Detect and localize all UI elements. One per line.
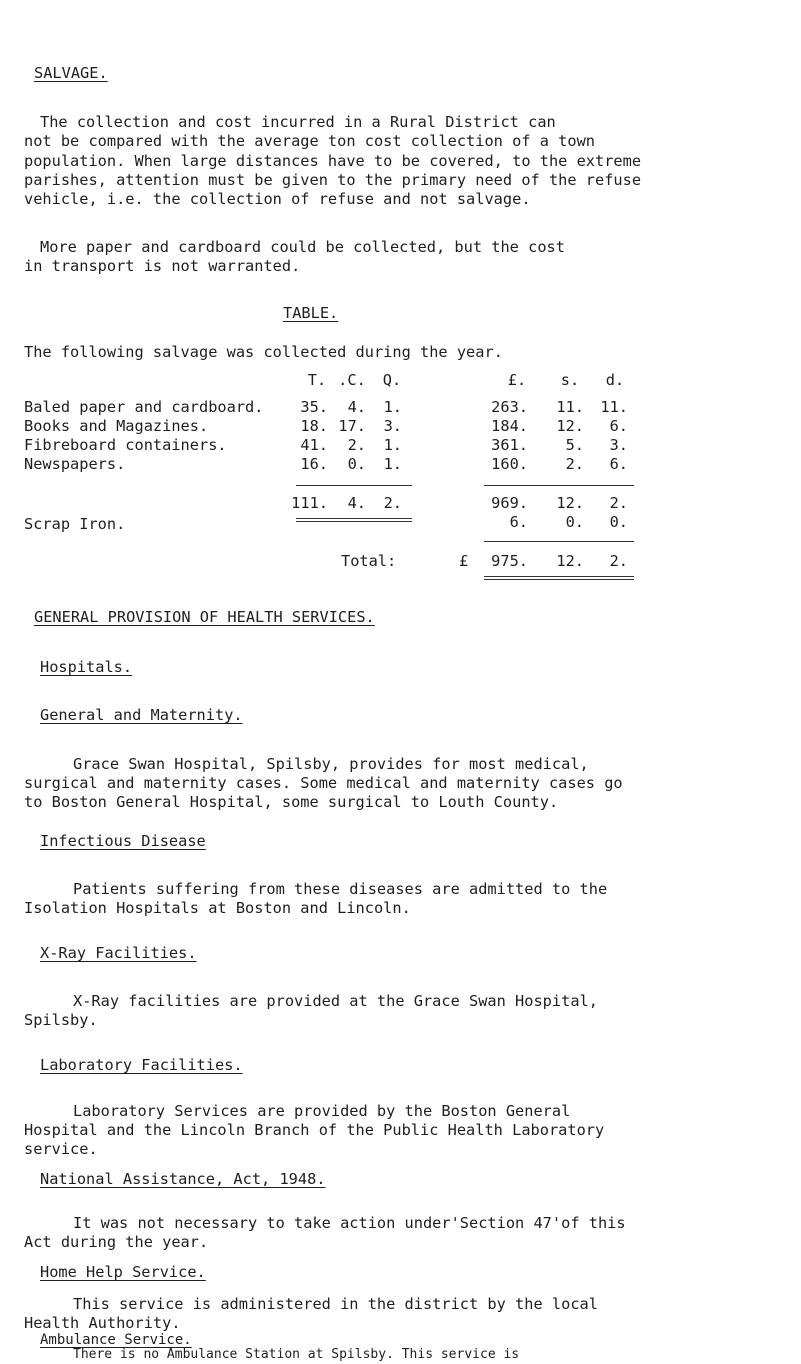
health-heading: GENERAL PROVISION OF HEALTH SERVICES.	[34, 608, 375, 626]
cell-shillings: 5.	[565, 436, 584, 454]
xray-para-line2: Spilsby.	[24, 1011, 98, 1029]
cell-cwt: 0.	[347, 455, 366, 473]
cell-pence: 3.	[609, 436, 628, 454]
salvage-para1-line1: The collection and cost incurred in a Rural District can	[40, 113, 556, 131]
amb-para-line1: There is no Ambulance Station at Spilsby. This service is	[73, 1347, 520, 1362]
lab-para-line3: service.	[24, 1140, 98, 1158]
hospitals-heading: Hospitals.	[40, 658, 133, 676]
cell-shillings: 12.	[556, 494, 584, 512]
weight-total-rule-1	[296, 518, 412, 519]
cell-tons: 41.	[300, 436, 328, 454]
cell-cwt: 4.	[347, 494, 366, 512]
table-intro: The following salvage was collected during the year.	[24, 343, 503, 361]
grand-total-rule-1	[484, 576, 634, 577]
nat-para-line2: Act during the year.	[24, 1233, 209, 1251]
cell-pence: 0.	[609, 513, 628, 531]
header-pence: d.	[605, 371, 625, 389]
cell-pence: 11.	[600, 398, 628, 416]
cell-shillings: 12.	[556, 417, 584, 435]
cell-cwt: 4.	[347, 398, 366, 416]
lab-para-line1: Laboratory Services are provided by the Boston General	[73, 1102, 571, 1120]
salvage-para1-line3: population. When large distances have to be covered, to the extreme	[24, 152, 642, 170]
row-label: Scrap Iron.	[24, 515, 126, 533]
cell-tons: 18.	[300, 417, 328, 435]
lab-para-line2: Hospital and the Lincoln Branch of the Public Health Laboratory	[24, 1121, 605, 1139]
nat-para-line1: It was not necessary to take action under'Section 47'of this	[73, 1214, 626, 1232]
cell-pounds: 6.	[509, 513, 528, 531]
gm-para-line1: Grace Swan Hospital, Spilsby, provides for most medical,	[73, 755, 589, 773]
gm-para-line3: to Boston General Hospital, some surgical to Louth County.	[24, 793, 559, 811]
cell-shillings: 2.	[565, 455, 584, 473]
cell-shillings: 0.	[565, 513, 584, 531]
grand-total-rule-2	[484, 579, 634, 580]
xray-para-line1: X-Ray facilities are provided at the Grace Swan Hospital,	[73, 992, 598, 1010]
money-total-rule	[484, 541, 634, 542]
cell-pounds: 160.	[491, 455, 528, 473]
infectious-heading: Infectious Disease	[40, 832, 206, 850]
cell-tons: 35.	[300, 398, 328, 416]
xray-heading: X-Ray Facilities.	[40, 944, 197, 962]
cell-cwt: 2.	[347, 436, 366, 454]
cell-pounds: 184.	[491, 417, 528, 435]
cell-pounds: 263.	[491, 398, 528, 416]
cell-pence: 6.	[609, 417, 628, 435]
cell-pence: 6.	[609, 455, 628, 473]
header-tons: T.	[307, 371, 327, 389]
gm-para-line2: surgical and maternity cases. Some medical and maternity cases go	[24, 774, 623, 792]
salvage-para1-line5: vehicle, i.e. the collection of refuse and not salvage.	[24, 190, 531, 208]
salvage-para2-line2: in transport is not warranted.	[24, 257, 301, 275]
money-subtotal-rule	[484, 485, 634, 486]
salvage-heading: SALVAGE.	[34, 64, 108, 82]
cell-tons: 16.	[300, 455, 328, 473]
home-help-heading: Home Help Service.	[40, 1263, 206, 1281]
inf-para-line2: Isolation Hospitals at Boston and Lincoln.	[24, 899, 411, 917]
salvage-para1-line4: parishes, attention must be given to the primary need of the refuse	[24, 171, 642, 189]
home-para-line1: This service is administered in the district by the local	[73, 1295, 598, 1313]
cell-pence: 2.	[609, 552, 628, 570]
cell-qrs: 1.	[383, 436, 402, 454]
cell-pounds: 975.	[491, 552, 528, 570]
header-shillings: s.	[560, 371, 580, 389]
national-assistance-heading: National Assistance, Act, 1948.	[40, 1170, 326, 1188]
cell-shillings: 11.	[556, 398, 584, 416]
row-label: Books and Magazines.	[24, 417, 209, 435]
ambulance-heading: Ambulance Service.	[40, 1332, 192, 1348]
total-label: Total:	[341, 552, 397, 570]
row-label: Fibreboard containers.	[24, 436, 227, 454]
header-qrs: Q.	[382, 371, 402, 389]
currency-symbol: £	[459, 552, 469, 570]
weight-subtotal-rule	[296, 485, 412, 486]
cell-pounds: 969.	[491, 494, 528, 512]
header-cwt: .C.	[338, 371, 366, 389]
home-para-line2: Health Authority.	[24, 1314, 181, 1332]
cell-qrs: 1.	[383, 398, 402, 416]
table-heading: TABLE.	[283, 304, 339, 322]
cell-tons: 111.	[291, 494, 328, 512]
weight-total-rule-2	[296, 521, 412, 522]
cell-qrs: 3.	[383, 417, 402, 435]
header-pounds: £.	[507, 371, 527, 389]
general-maternity-heading: General and Maternity.	[40, 706, 243, 724]
cell-cwt: 17.	[338, 417, 366, 435]
lab-heading: Laboratory Facilities.	[40, 1056, 243, 1074]
row-label: Baled paper and cardboard.	[24, 398, 264, 416]
cell-qrs: 2.	[383, 494, 402, 512]
cell-pence: 2.	[609, 494, 628, 512]
cell-shillings: 12.	[556, 552, 584, 570]
row-label: Newspapers.	[24, 455, 126, 473]
cell-qrs: 1.	[383, 455, 402, 473]
salvage-para2-line1: More paper and cardboard could be collected, but the cost	[40, 238, 565, 256]
inf-para-line1: Patients suffering from these diseases are admitted to the	[73, 880, 608, 898]
salvage-para1-line2: not be compared with the average ton cost collection of a town	[24, 132, 595, 150]
cell-pounds: 361.	[491, 436, 528, 454]
